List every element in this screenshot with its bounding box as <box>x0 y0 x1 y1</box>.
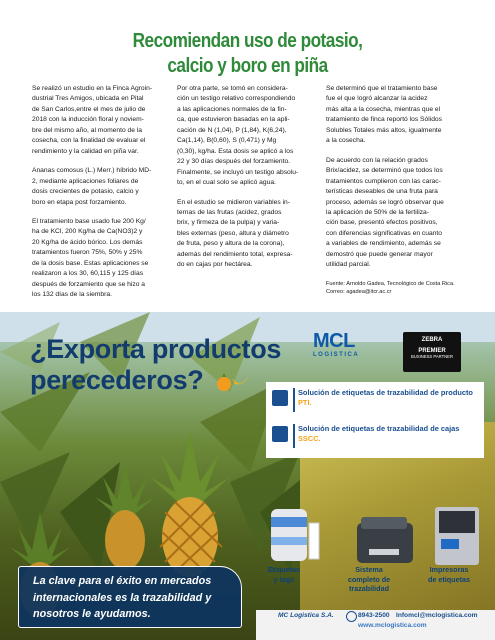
label-roll-illustration <box>271 509 319 561</box>
fruit-icon <box>215 372 249 392</box>
solution-pti <box>266 384 484 418</box>
article <box>0 0 495 312</box>
article-title-line1: Recomiendan uso de potasio, <box>132 30 363 52</box>
industrial-printer-illustration <box>435 507 479 565</box>
ad-headline-line2: perecederos? <box>30 365 204 395</box>
partner-type: BUSINESS PARTNER <box>411 354 453 359</box>
zebra-partner-badge <box>403 332 461 372</box>
device-labels <box>256 565 486 611</box>
desktop-printer-illustration <box>357 517 413 563</box>
mcl-logo-subtitle: LOGISTICA <box>313 352 360 358</box>
company-name: MC Logistica S.A. <box>278 612 334 619</box>
device-label-tags: Etiquetas y tags <box>267 565 301 584</box>
paragraph: Ananas comosus (L.) Merr.) híbrido MD- 2, mediante aplicaciones foliares de dosis crecientes de potasio, calcio y boro en etapa post forzamiento. <box>32 167 152 206</box>
article-column-1 <box>32 84 180 310</box>
paragraph: Se determinó que el tratamiento base fue el que logró alcanzar la acidez más alta a la cosecha, mientras que el tratamiento de finca reportó los Sólidos Solubles Totales más altos, igualmente a la cosecha. <box>326 85 442 145</box>
partner-level: PREMIER <box>418 348 446 354</box>
contact-footer <box>256 610 495 640</box>
paragraph: De acuerdo con la relación grados Brix/acidez, se determinó que todos los tratamientos cumplieron con las carac- terísticas deseables de una fruta para proceso, además se logró observar que la aplicación de 50% de la fertiliza- ción base, presentó efectos positivos, con diferencias significativas en cuanto a variables de rendimiento, además se demostró que puede generar mayor utilidad parcial. <box>326 156 444 269</box>
paragraph: En el estudio se midieron variables in- ternas de las frutas (acidez, grados brix, y firmeza de la pulpa) y varia- bles externas (peso, altura y diámetro de fruta, peso y altura de la corona), además del rendimiento total, expresa- do en cajas por hectárea. <box>177 198 293 269</box>
source-note: Fuente: Arnoldo Gadea, Tecnológico de Costa Rica. Correo: agadea@itcr.ac.cr <box>326 280 455 296</box>
box-label-icon <box>272 426 288 442</box>
zebra-brand: ZEBRA <box>421 337 443 343</box>
pineapple-illustration <box>95 462 155 572</box>
phone-number[interactable]: 8943-2500 <box>358 612 390 619</box>
website-link[interactable]: www.mclogistica.com <box>358 622 427 629</box>
ad-headline <box>30 334 281 396</box>
article-title-line2: calcio y boro en piña <box>167 55 328 77</box>
whatsapp-icon <box>346 611 357 622</box>
solution-pti-highlight: PTI. <box>298 398 312 407</box>
ad-headline-line1: ¿Exporta productos <box>30 334 282 364</box>
solution-sscc-text: Solución de etiquetas de trazabilidad de cajas <box>298 424 460 433</box>
solution-sscc <box>266 420 484 454</box>
paragraph: El tratamiento base usado fue 200 Kg/ ha de KCl, 200 Kg/ha de Ca(NO3)2 y 20 Kg/ha de ácido bórico. Los demás tratamientos fueron 75%, 50% y 25% de la dosis base. Estas aplicaciones se realizaron a los 30, 60,115 y 125 días después de forzamiento que se hizo a los 132 días de la siembra. <box>32 217 149 299</box>
device-label-printers: Impresoras de etiquetas <box>428 565 470 584</box>
barcode-label-icon <box>272 390 288 406</box>
article-column-2 <box>177 84 325 280</box>
mcl-logo: MCL <box>313 330 355 352</box>
paragraph: Se realizó un estudio en la Finca Agroin- dustrial Tres Amigos, ubicada en Pital de San Carlos,entre el mes de julio de 2018 con la inducción floral y noviem- bre del mismo año, al momento de la cosecha, con la finalidad de evaluar el rendimiento y la calidad en piña var. <box>32 85 153 155</box>
article-column-3 <box>326 84 474 306</box>
device-label-system: Sistema completo de trazabilidad <box>347 565 391 593</box>
advertisement <box>0 312 495 640</box>
claim-box <box>18 566 242 628</box>
devices-illustration <box>265 487 485 577</box>
solution-pti-text: Solución de etiquetas de trazabilidad de producto <box>298 388 473 397</box>
solutions-panel <box>266 382 484 458</box>
mcl-logo-area <box>305 328 473 384</box>
paragraph: Por otra parte, se tomó en considera- ción un testigo relativo correspondiendo a las aplicaciones normales de la fin- ca, que estuvieron basadas en la apli- cación de N (1,04), P (1,84), K(6,24), Ca(1,14), B(0,60), S (0,471) y Mg (0,30), kg/ha. Esta dosis se aplicó a los 22 y 30 días después del forzamiento. Finalmente, se incluyó un testigo absolu- to, en el cual solo se aplicó agua. <box>177 85 299 187</box>
email-link[interactable]: Infomcl@mclogistica.com <box>396 612 478 619</box>
pineapple-illustration <box>150 432 230 582</box>
solution-sscc-highlight: SSCC. <box>298 434 321 443</box>
claim-text: La clave para el éxito en mercados internacionales es la trazabilidad y nosotros le ayudamos. <box>33 575 212 621</box>
